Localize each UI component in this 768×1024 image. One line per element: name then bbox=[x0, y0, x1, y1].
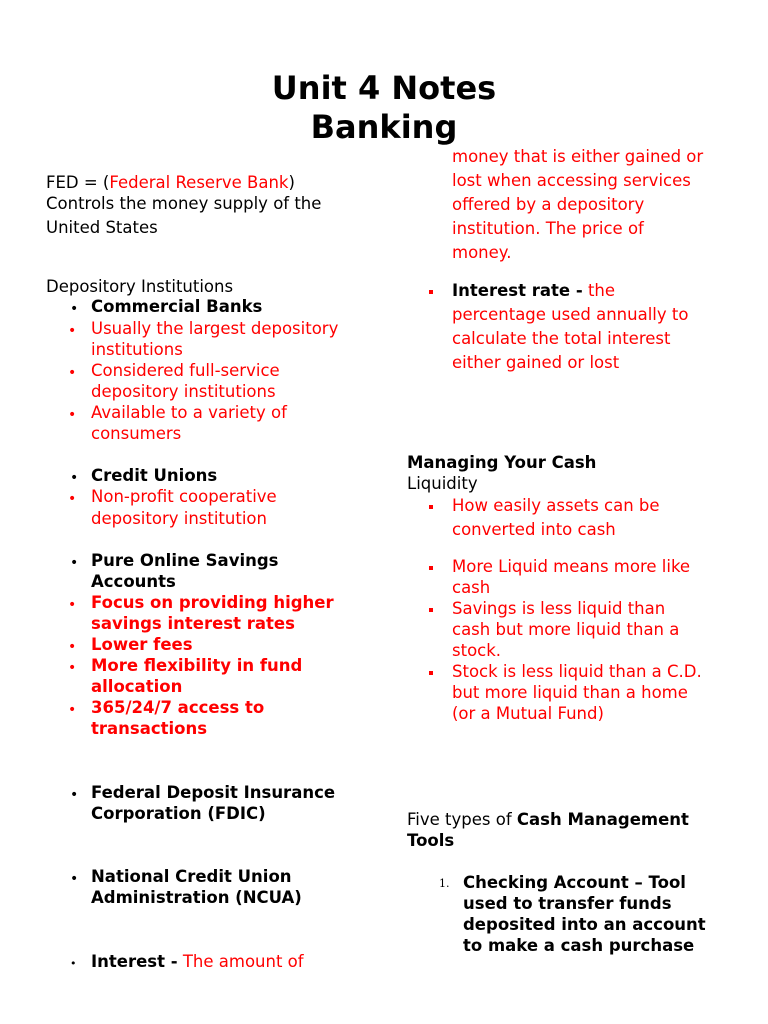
square-bullet-icon bbox=[429, 566, 433, 570]
bullet-icon: • bbox=[70, 301, 79, 317]
ncua-line-1: National Credit Union bbox=[91, 867, 292, 886]
bullet-icon: • bbox=[68, 323, 77, 339]
interest-def: The amount of bbox=[182, 952, 304, 971]
commercial-item-2b: depository institutions bbox=[91, 382, 276, 401]
bullet-icon: • bbox=[68, 407, 77, 423]
interest-line bbox=[91, 951, 304, 973]
interest-rate-def: the bbox=[587, 281, 616, 300]
square-bullet-icon bbox=[429, 671, 433, 675]
bullet-icon: • bbox=[70, 957, 77, 970]
credit-unions-item-1b: depository institution bbox=[91, 509, 267, 528]
page-title: Unit 4 Notes bbox=[271, 69, 497, 107]
liquidity-subheading: Liquidity bbox=[407, 474, 478, 493]
five-types-bold: Cash Management bbox=[516, 810, 689, 829]
online-item-3a: More flexibility in fund bbox=[91, 656, 303, 675]
checking-line-4: to make a cash purchase bbox=[463, 936, 695, 955]
bullet-icon: • bbox=[68, 639, 77, 655]
five-types-line bbox=[407, 809, 689, 831]
five-types-prefix: Five types of bbox=[407, 810, 512, 829]
fed-name: Federal Reserve Bank bbox=[109, 173, 289, 192]
interest-cont-4: institution. The price of bbox=[452, 219, 644, 238]
credit-unions-heading: Credit Unions bbox=[91, 466, 218, 485]
interest-cont-2: lost when accessing services bbox=[452, 171, 691, 190]
interest-cont-5: money. bbox=[452, 243, 512, 262]
commercial-item-2a: Considered full-service bbox=[91, 361, 280, 380]
fed-prefix: FED = ( bbox=[46, 173, 110, 192]
square-bullet-icon bbox=[429, 505, 433, 509]
liquidity-item-2b: cash bbox=[452, 578, 491, 597]
liquidity-item-4b: but more liquid than a home bbox=[452, 683, 688, 702]
online-item-4b: transactions bbox=[91, 719, 208, 738]
bullet-icon: • bbox=[68, 491, 77, 507]
checking-line-2: used to transfer funds bbox=[463, 894, 672, 913]
online-heading-1: Pure Online Savings bbox=[91, 551, 279, 570]
square-bullet-icon bbox=[429, 290, 433, 294]
credit-unions-item-1a: Non-profit cooperative bbox=[91, 487, 277, 506]
liquidity-item-3b: cash but more liquid than a bbox=[452, 620, 680, 639]
liquidity-item-3a: Savings is less liquid than bbox=[452, 599, 666, 618]
online-heading-2: Accounts bbox=[91, 572, 176, 591]
interest-cont-3: offered by a depository bbox=[452, 195, 645, 214]
online-item-2: Lower fees bbox=[91, 635, 193, 654]
five-types-bold-2: Tools bbox=[407, 831, 455, 850]
liquidity-item-3c: stock. bbox=[452, 641, 502, 660]
fdic-line-2: Corporation (FDIC) bbox=[91, 804, 266, 823]
commercial-item-3b: consumers bbox=[91, 424, 182, 443]
list-number: 1. bbox=[439, 877, 450, 890]
online-item-1a: Focus on providing higher bbox=[91, 593, 334, 612]
bullet-icon: • bbox=[70, 871, 79, 887]
managing-heading: Managing Your Cash bbox=[407, 453, 597, 472]
interest-rate-label: Interest rate - bbox=[452, 281, 583, 300]
bullet-icon: • bbox=[70, 787, 79, 803]
ncua-line-2: Administration (NCUA) bbox=[91, 888, 302, 907]
interest-rate-def-2: percentage used annually to bbox=[452, 305, 689, 324]
liquidity-item-1b: converted into cash bbox=[452, 520, 616, 539]
page-subtitle: Banking bbox=[310, 108, 458, 146]
commercial-heading: Commercial Banks bbox=[91, 297, 263, 316]
commercial-item-1b: institutions bbox=[91, 340, 183, 359]
fed-suffix: ) bbox=[288, 173, 295, 192]
liquidity-item-4a: Stock is less liquid than a C.D. bbox=[452, 662, 702, 681]
bullet-icon: • bbox=[68, 660, 77, 676]
interest-rate-def-3: calculate the total interest bbox=[452, 329, 671, 348]
checking-line-3: deposited into an account bbox=[463, 915, 706, 934]
square-bullet-icon bbox=[429, 608, 433, 612]
fed-desc-2: United States bbox=[46, 218, 158, 237]
commercial-item-1a: Usually the largest depository bbox=[91, 319, 339, 338]
fed-line bbox=[46, 172, 295, 194]
bullet-icon: • bbox=[68, 597, 77, 613]
fdic-line-1: Federal Deposit Insurance bbox=[91, 783, 336, 802]
online-item-4a: 365/24/7 access to bbox=[91, 698, 265, 717]
interest-rate-line bbox=[452, 280, 615, 302]
liquidity-item-1a: How easily assets can be bbox=[452, 496, 660, 515]
bullet-icon: • bbox=[68, 702, 77, 718]
bullet-icon: • bbox=[70, 555, 79, 571]
liquidity-item-2a: More Liquid means more like bbox=[452, 557, 691, 576]
interest-label: Interest - bbox=[91, 952, 178, 971]
interest-rate-def-4: either gained or lost bbox=[452, 353, 620, 372]
online-item-1b: savings interest rates bbox=[91, 614, 295, 633]
bullet-icon: • bbox=[68, 365, 77, 381]
commercial-item-3a: Available to a variety of bbox=[91, 403, 287, 422]
liquidity-item-4c: (or a Mutual Fund) bbox=[452, 704, 604, 723]
interest-cont-1: money that is either gained or bbox=[452, 147, 704, 166]
checking-line-1: Checking Account – Tool bbox=[463, 873, 686, 892]
fed-desc-1: Controls the money supply of the bbox=[46, 194, 322, 213]
online-item-3b: allocation bbox=[91, 677, 183, 696]
bullet-icon: • bbox=[70, 470, 79, 486]
depository-heading: Depository Institutions bbox=[46, 277, 234, 296]
